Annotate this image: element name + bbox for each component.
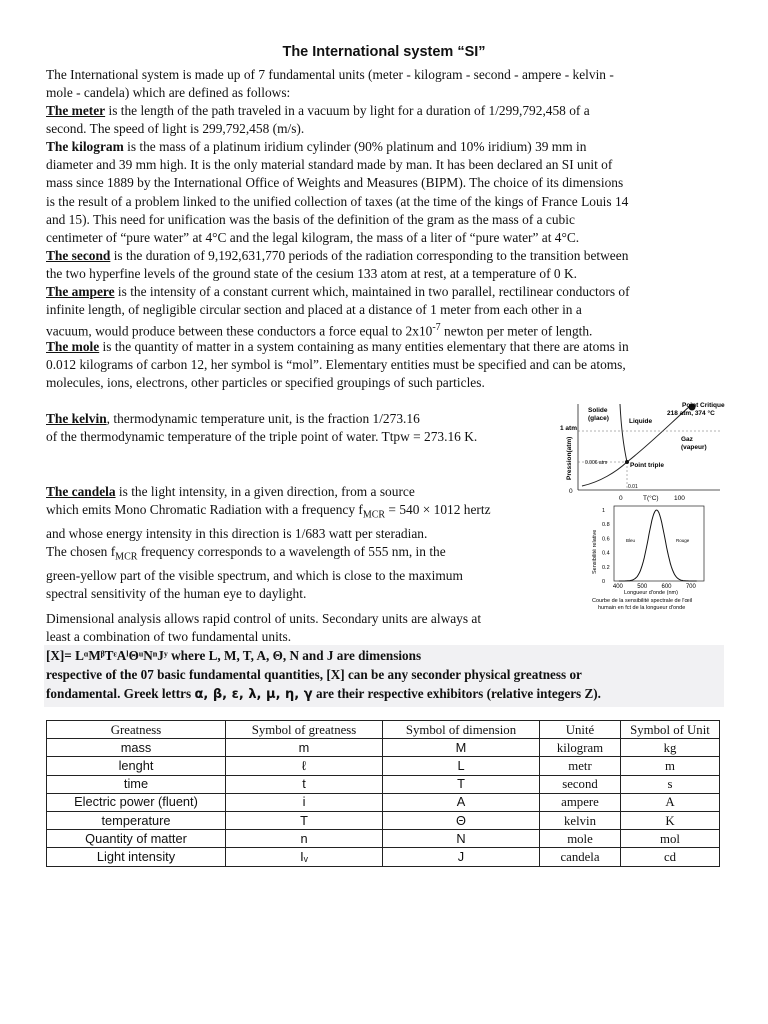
- mole-definition: The mole is the quantity of matter in a system containing as many entities elementary that there are atoms in 0.012 kilograms of carbon 12, her symbol is “mol”. Elementary entities must be specified and can be atoms, molecules, ions, electrons, other particles or specified groupings of such particles.: [46, 339, 629, 391]
- table-row: Quantity of matter n N mole mol: [47, 830, 720, 848]
- svg-text:Liquide: Liquide: [629, 418, 653, 425]
- svg-text:Longueur d'onde (nm): Longueur d'onde (nm): [624, 590, 678, 596]
- second-definition: The second is the duration of 9,192,631,770 periods of the radiation corresponding to the transition between the two hyperfine levels of the ground state of the cesium 133 atom at rest, at a temperature of 0 K.: [46, 248, 629, 282]
- candela-definition: The candela is the light intensity, in a given direction, from a source which emits Mono Chromatic Radiation with a frequency $f_{MCR} = 540 \times 1012$ hertz and whose energy intensity in this direction is 1/683 watt per steradian. The chosen $f_{MCR}$ frequency corresponds to a wavelength of 555 nm, in the green-yellow part of the visible spectrum, and which is close to the maximum spectral sensitivity of the human eye to daylight.: [46, 484, 491, 602]
- svg-text:1 atm: 1 atm: [560, 425, 577, 432]
- svg-text:(vapeur): (vapeur): [681, 444, 707, 451]
- svg-text:0: 0: [569, 488, 573, 495]
- table-row: lenght ℓ L metr m: [47, 757, 720, 775]
- sensitivity-curve: [619, 510, 697, 581]
- table-row: temperature T Θ kelvin K: [47, 811, 720, 829]
- dimension-formula-box: [X]= LᵅMᵝTᵋAˡΘᵘNⁿJʸ where L, M, T, A, Θ, N and J are dimensions respective of the 07 basic fundamental quantities, [X] can be any seconder physical greatness or fondamental. Greek lettrs α, β, ε, λ, μ, η, γ are their respective exhibitors (relative integers Z).: [44, 645, 724, 707]
- second-term: The second: [46, 248, 111, 263]
- x-tick-label: 500: [637, 584, 648, 590]
- ampere-definition: The ampere is the intensity of a constant current which, maintained in two parallel, rectilinear conductors of infinite length, of negligible circular section and placed at a distance of 1 meter from each other in a vacuum, would produce between these conductors a force equal to $2x10^{-7}$ newton per meter of length.: [46, 284, 630, 339]
- svg-text:Solide: Solide: [588, 407, 608, 414]
- svg-text:Gaz: Gaz: [681, 436, 693, 443]
- eye-sensitivity-chart: [588, 498, 728, 613]
- si-units-table: [46, 720, 720, 867]
- x-tick-label: 700: [685, 584, 696, 590]
- table-row: time t T second s: [47, 775, 720, 793]
- y-tick-label: 0.8: [602, 522, 610, 529]
- svg-text:Courbe de la sensibilité spect: Courbe de la sensibilité spectrale de l'œil: [592, 598, 693, 604]
- intro-paragraph: The International system is made up of 7 fundamental units (meter - kilogram - second - ampere - kelvin - mole - candela) which are defined as follows:: [46, 67, 614, 101]
- y-tick-label: 0.2: [602, 564, 610, 571]
- y-tick-label: 0.4: [602, 550, 610, 557]
- svg-text:Rouge: Rouge: [676, 538, 690, 543]
- svg-text:humain en fct de la longueur d: humain en fct de la longueur d'onde: [598, 605, 686, 611]
- x-tick-label: 600: [661, 584, 672, 590]
- kilogram-definition: The kilogram is the mass of a platinum iridium cylinder (90% platinum and 10% iridium) 39 mm in diameter and 39 mm high. It is the only material standard made by man. It has been declared an SI unit of mass since 1889 by the International Office of Weights and Measures (BIPM). The choice of its dimensions is the result of a problem linked to the unified collection of taxes (at the time of the kings of France Louis 14 and 15). This need for unification was the basis of the definition of the gram as the mass of a cubic centimeter of “pure water” at 4°C and the legal kilogram, the mass of a liter of “pure water” at 4°C.: [46, 139, 629, 246]
- table-row: Light intensity Iᵥ J candela cd: [47, 848, 720, 866]
- page-title: The International system “SI”: [282, 44, 486, 60]
- y-tick-label: 1: [602, 508, 606, 514]
- table-row: mass m M kilogram kg: [47, 739, 720, 757]
- meter-definition: The meter is the length of the path traveled in a vacuum by light for a duration of 1/299,792,458 of a second. The speed of light is 299,792,458 (m/s).: [46, 103, 590, 137]
- svg-text:Sensibilité relative: Sensibilité relative: [592, 529, 598, 574]
- kilogram-term: The kilogram: [46, 139, 124, 154]
- svg-text:218 atm, 374 °C: 218 atm, 374 °C: [667, 410, 715, 417]
- dimension-formula: [X]= LᵅMᵝTᵋAˡΘᵘNⁿJʸ: [46, 648, 168, 663]
- ampere-term: The ampere: [46, 284, 115, 299]
- svg-text:Pression(atm): Pression(atm): [566, 436, 573, 480]
- svg-text:0.006 atm: 0.006 atm: [585, 460, 608, 466]
- meter-term: The meter: [46, 103, 106, 118]
- svg-text:0: 0: [619, 495, 623, 502]
- svg-text:100: 100: [674, 495, 685, 502]
- svg-text:0.01: 0.01: [628, 484, 638, 490]
- svg-text:Point triple: Point triple: [630, 462, 664, 469]
- table-row: Electric power (fluent) i A ampere A: [47, 793, 720, 811]
- x-tick-label: 400: [612, 584, 623, 590]
- y-tick-label: 0.6: [602, 536, 610, 543]
- table-header-row: Greatness Symbol of greatness Symbol of dimension Unité Symbol of Unit: [47, 721, 720, 739]
- triple-point-marker: [625, 460, 629, 464]
- svg-text:Bleu: Bleu: [626, 538, 636, 543]
- svg-text:T(°C): T(°C): [643, 495, 659, 502]
- mole-term: The mole: [46, 339, 100, 354]
- dimensional-analysis-paragraph: Dimensional analysis allows rapid control of units. Secondary units are always at least a combination of two fundamental units.: [46, 611, 482, 645]
- kelvin-definition: The kelvin, thermodynamic temperature unit, is the fraction 1/273.16 of the thermodynamic temperature of the triple point of water. Ttpw = 273.16 K.: [46, 411, 478, 445]
- candela-term: The candela: [46, 484, 116, 499]
- svg-text:(glace): (glace): [588, 415, 609, 422]
- kelvin-term: The kelvin: [46, 411, 107, 426]
- svg-text:Point Critique: Point Critique: [682, 402, 725, 409]
- greek-exponents: α, β, ε, λ, μ, η, γ: [194, 687, 313, 702]
- water-phase-diagram: [560, 394, 730, 504]
- y-tick-label: 0: [602, 579, 606, 585]
